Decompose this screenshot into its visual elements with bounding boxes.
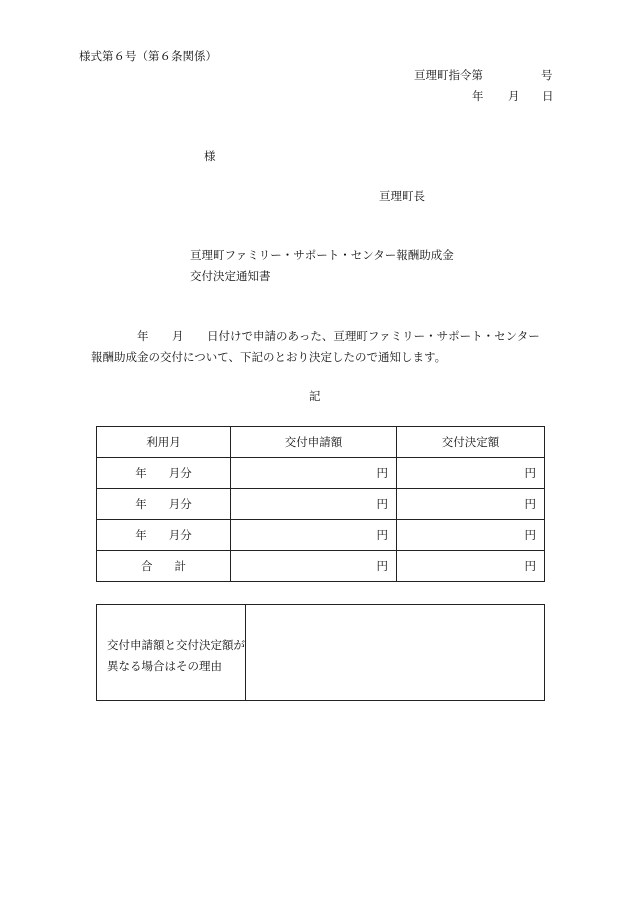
yen-unit: 円 bbox=[376, 466, 388, 480]
yen-unit: 円 bbox=[524, 497, 536, 511]
total-applied-cell bbox=[231, 551, 397, 582]
reason-label: 交付申請額と交付決定額が異なる場合はその理由 bbox=[97, 605, 246, 700]
body-line2-text: 報酬助成金の交付について、下記のとおり決定したので通知します。 bbox=[91, 350, 447, 364]
form-number: 様式第６号（第６条関係） bbox=[79, 49, 217, 63]
applied-amount-cell bbox=[231, 489, 397, 520]
usage-month-cell bbox=[97, 458, 231, 489]
subsidy-table bbox=[96, 426, 545, 582]
body-month-label: 月 bbox=[172, 329, 184, 343]
total-decided-cell bbox=[397, 551, 545, 582]
date-day-label: 日 bbox=[542, 89, 554, 103]
table-row bbox=[97, 489, 545, 520]
date-month-label: 月 bbox=[508, 89, 520, 103]
table-total-row bbox=[97, 551, 545, 582]
recipient-honorific: 様 bbox=[204, 149, 216, 163]
yen-unit: 円 bbox=[376, 528, 388, 542]
usage-month-cell bbox=[97, 520, 231, 551]
month-unit-label: 月分 bbox=[168, 466, 192, 480]
year-label: 年 bbox=[135, 528, 147, 542]
total-label-cell bbox=[97, 551, 231, 582]
yen-unit: 円 bbox=[524, 559, 536, 573]
body-year-label: 年 bbox=[137, 329, 149, 343]
document-title-line1: 亘理町ファミリー・サポート・センター報酬助成金 bbox=[190, 248, 454, 262]
month-unit-label: 月分 bbox=[168, 528, 192, 542]
total-label-part2: 計 bbox=[174, 559, 186, 573]
table-header-row bbox=[97, 427, 545, 458]
decided-amount-cell bbox=[397, 489, 545, 520]
year-label: 年 bbox=[135, 466, 147, 480]
reason-value-field[interactable] bbox=[247, 605, 544, 700]
table-row bbox=[97, 520, 545, 551]
yen-unit: 円 bbox=[376, 497, 388, 511]
header-decided-amount: 交付決定額 bbox=[397, 427, 545, 458]
month-unit-label: 月分 bbox=[168, 497, 192, 511]
date-year-label: 年 bbox=[472, 89, 484, 103]
table-row bbox=[97, 458, 545, 489]
header-usage-month: 利用月 bbox=[97, 427, 231, 458]
decided-amount-cell bbox=[397, 458, 545, 489]
header-applied-amount: 交付申請額 bbox=[231, 427, 397, 458]
document-title-line2: 交付決定通知書 bbox=[190, 269, 271, 283]
reason-box bbox=[96, 604, 545, 701]
ki-heading: 記 bbox=[309, 389, 321, 403]
document-number-suffix: 号 bbox=[541, 68, 553, 82]
body-line1-text: 日付けで申請のあった、亘理町ファミリー・サポート・センター bbox=[207, 329, 540, 343]
total-label-part1: 合 bbox=[141, 559, 153, 573]
year-label: 年 bbox=[135, 497, 147, 511]
decided-amount-cell bbox=[397, 520, 545, 551]
sender-name: 亘理町長 bbox=[379, 189, 425, 203]
document-number-prefix: 亘理町指令第 bbox=[414, 68, 483, 82]
yen-unit: 円 bbox=[524, 466, 536, 480]
yen-unit: 円 bbox=[376, 559, 388, 573]
usage-month-cell bbox=[97, 489, 231, 520]
applied-amount-cell bbox=[231, 458, 397, 489]
yen-unit: 円 bbox=[524, 528, 536, 542]
applied-amount-cell bbox=[231, 520, 397, 551]
